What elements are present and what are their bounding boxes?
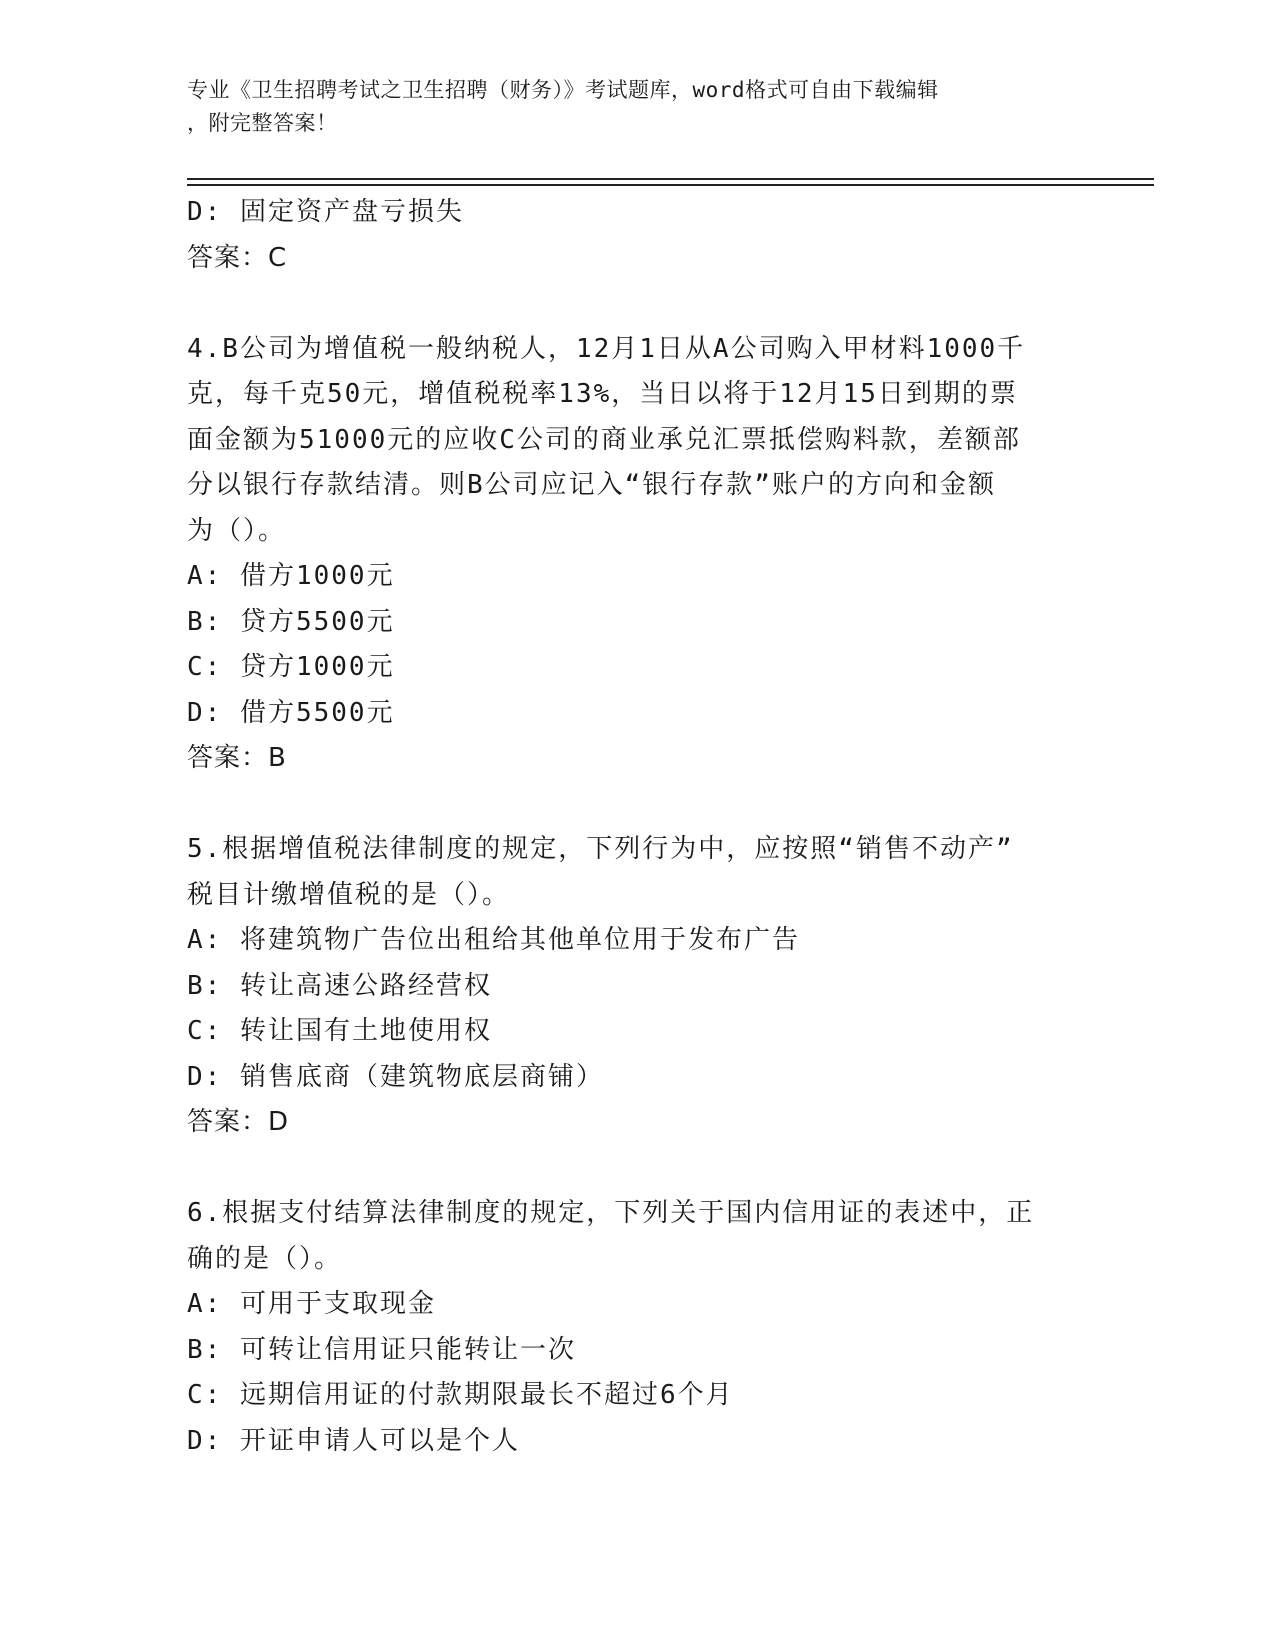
option-d: D: 开证申请人可以是个人 [187, 1425, 520, 1456]
question-4 [187, 327, 1067, 782]
question-6 [187, 1191, 1067, 1464]
option-a: A: 将建筑物广告位出租给其他单位用于发布广告 [187, 925, 800, 955]
document-body [187, 190, 1067, 1464]
answer-line: 答案：D [187, 1107, 290, 1137]
question-stem-line: 6.根据支付结算法律制度的规定，下列关于国内信用证的表述中，正 [187, 1198, 1035, 1228]
option-b: B: 贷方5500元 [187, 606, 395, 637]
question-stem-line: 税目计缴增值税的是（）。 [187, 879, 511, 910]
answer-line: 答案：B [187, 743, 287, 773]
header-line-2: ，附完整答案！ [187, 111, 338, 135]
option-a: A: 借方1000元 [187, 561, 395, 591]
spacer [187, 1146, 1067, 1192]
header-divider-top [187, 178, 1154, 180]
header-line-1: 专业《卫生招聘考试之卫生招聘（财务）》考试题库，word格式可自由下载编辑 [187, 78, 939, 102]
question-5 [187, 827, 1067, 1146]
option-a: A: 可用于支取现金 [187, 1289, 436, 1319]
option-c: C: 贷方1000元 [187, 652, 395, 682]
question-stem-line: 确的是（）。 [187, 1243, 343, 1274]
option-d: D: 固定资产盘亏损失 [187, 197, 464, 227]
question-stem-line: 5.根据增值税法律制度的规定，下列行为中，应按照“销售不动产” [187, 834, 1014, 864]
option-c: C: 远期信用证的付款期限最长不超过6个月 [187, 1380, 734, 1410]
option-c: C: 转让国有土地使用权 [187, 1016, 492, 1046]
answer-line: 答案：C [187, 242, 288, 273]
option-d: D: 销售底商（建筑物底层商铺） [187, 1061, 604, 1092]
option-b: B: 转让高速公路经营权 [187, 970, 492, 1001]
document-header [187, 74, 1087, 140]
question-stem-line: 面金额为51000元的应收C公司的商业承兑汇票抵偿购料款，差额部 [187, 424, 1021, 455]
header-divider-bottom [187, 184, 1154, 186]
option-d: D: 借方5500元 [187, 697, 395, 728]
question-stem-line: 分以银行存款结清。则B公司应记入“银行存款”账户的方向和金额 [187, 470, 996, 500]
question-stem-line: 4.B公司为增值税一般纳税人，12月1日从A公司购入甲材料1000千 [187, 333, 1026, 364]
question-stem-line: 克，每千克50元，增值税税率13%，当日以将于12月15日到期的票 [187, 379, 1018, 409]
spacer [187, 281, 1067, 327]
option-b: B: 可转让信用证只能转让一次 [187, 1334, 576, 1365]
question-stem-line: 为（）。 [187, 515, 287, 546]
spacer [187, 782, 1067, 828]
